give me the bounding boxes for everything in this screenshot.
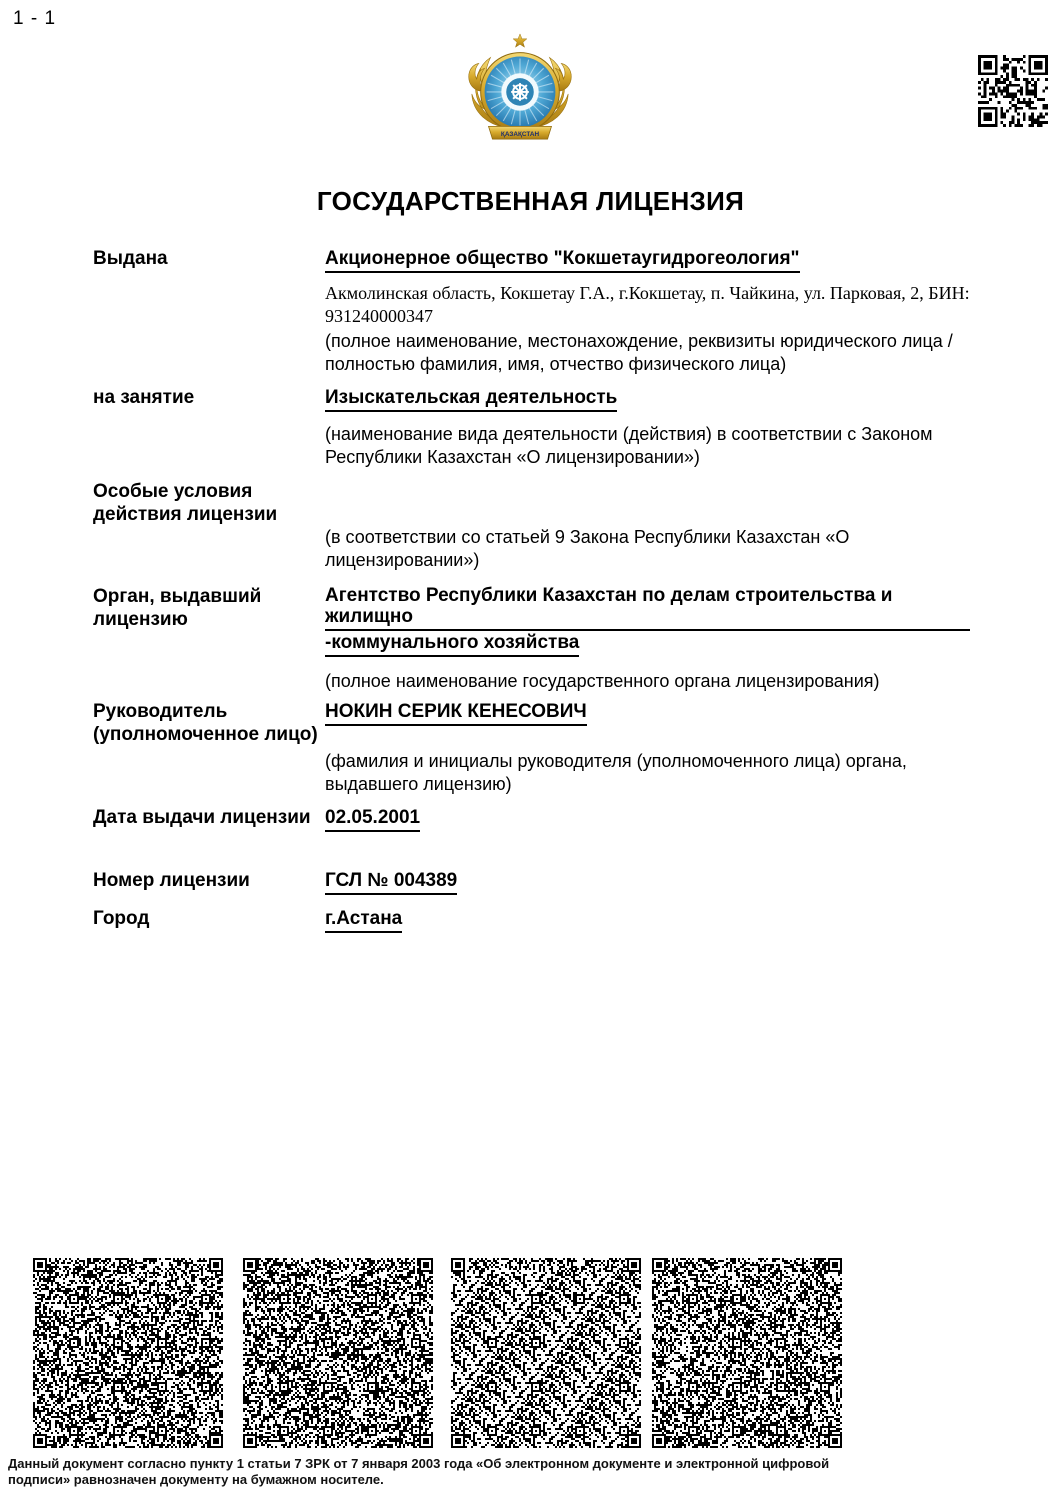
field-value-line: Агентство Республики Казахстан по делам строительства и жилищно: [325, 585, 970, 631]
page-indicator: 1 - 1: [13, 8, 57, 29]
field-value: ГСЛ № 004389: [325, 870, 457, 895]
field-value: г.Астана: [325, 908, 402, 933]
field-label: на занятие: [93, 387, 195, 408]
field-detail-line: Акмолинская область, Кокшетау Г.А., г.Кокшетау, п. Чайкина, ул. Парковая, 2, БИН:: [325, 283, 970, 303]
footer-disclaimer: Данный документ согласно пункту 1 статьи 7 ЗРК от 7 января 2003 года «Об электронном документе и электронной цифровой подписи» равнозначен документу на бумажном носителе.: [8, 1456, 830, 1487]
field-label: Номер лицензии: [93, 870, 250, 891]
field-value-line: -коммунального хозяйства: [325, 632, 579, 657]
field-label: Особые условия действия лицензии: [93, 481, 278, 525]
emblem-caption: ҚАЗАҚСТАН: [500, 131, 540, 139]
signature-barcode: [243, 1258, 433, 1448]
field-label: Дата выдачи лицензии: [93, 807, 311, 828]
field-label: Выдана: [93, 248, 168, 269]
field-label: Руководитель (уполномоченное лицо): [93, 701, 318, 745]
signature-barcode: [451, 1258, 641, 1448]
field-label: Орган, выдавший лицензию: [93, 586, 262, 630]
field-note: (наименование вида деятельности (действия) в соответствии с Законом Республики Казахстан «О лицензировании»): [325, 424, 933, 467]
field-value: НОКИН СЕРИК КЕНЕСОВИЧ: [325, 701, 587, 726]
verification-qr-code: [978, 55, 1048, 127]
field-note: (полное наименование, местонахождение, реквизиты юридического лица / полностью фамилия, имя, отчество физического лица): [325, 331, 953, 374]
field-note: (фамилия и инициалы руководителя (уполномоченного лица) органа, выдавшего лицензию): [325, 751, 907, 794]
field-value: Изыскательская деятельность: [325, 387, 617, 412]
field-value: 02.05.2001: [325, 807, 420, 832]
document-title: ГОСУДАРСТВЕННАЯ ЛИЦЕНЗИЯ: [316, 186, 745, 216]
field-label: Город: [93, 908, 150, 929]
signature-barcode: [652, 1258, 842, 1448]
signature-barcode-strip: [0, 1258, 1061, 1450]
field-value: Акционерное общество "Кокшетаугидрогеология": [325, 248, 800, 273]
field-note: (полное наименование государственного органа лицензирования): [325, 671, 880, 691]
field-detail-line: 931240000347: [325, 306, 433, 326]
signature-barcode: [33, 1258, 223, 1448]
field-note: (в соответствии со статьей 9 Закона Республики Казахстан «О лицензировании»): [325, 527, 850, 570]
kazakhstan-emblem-icon: [461, 30, 579, 148]
